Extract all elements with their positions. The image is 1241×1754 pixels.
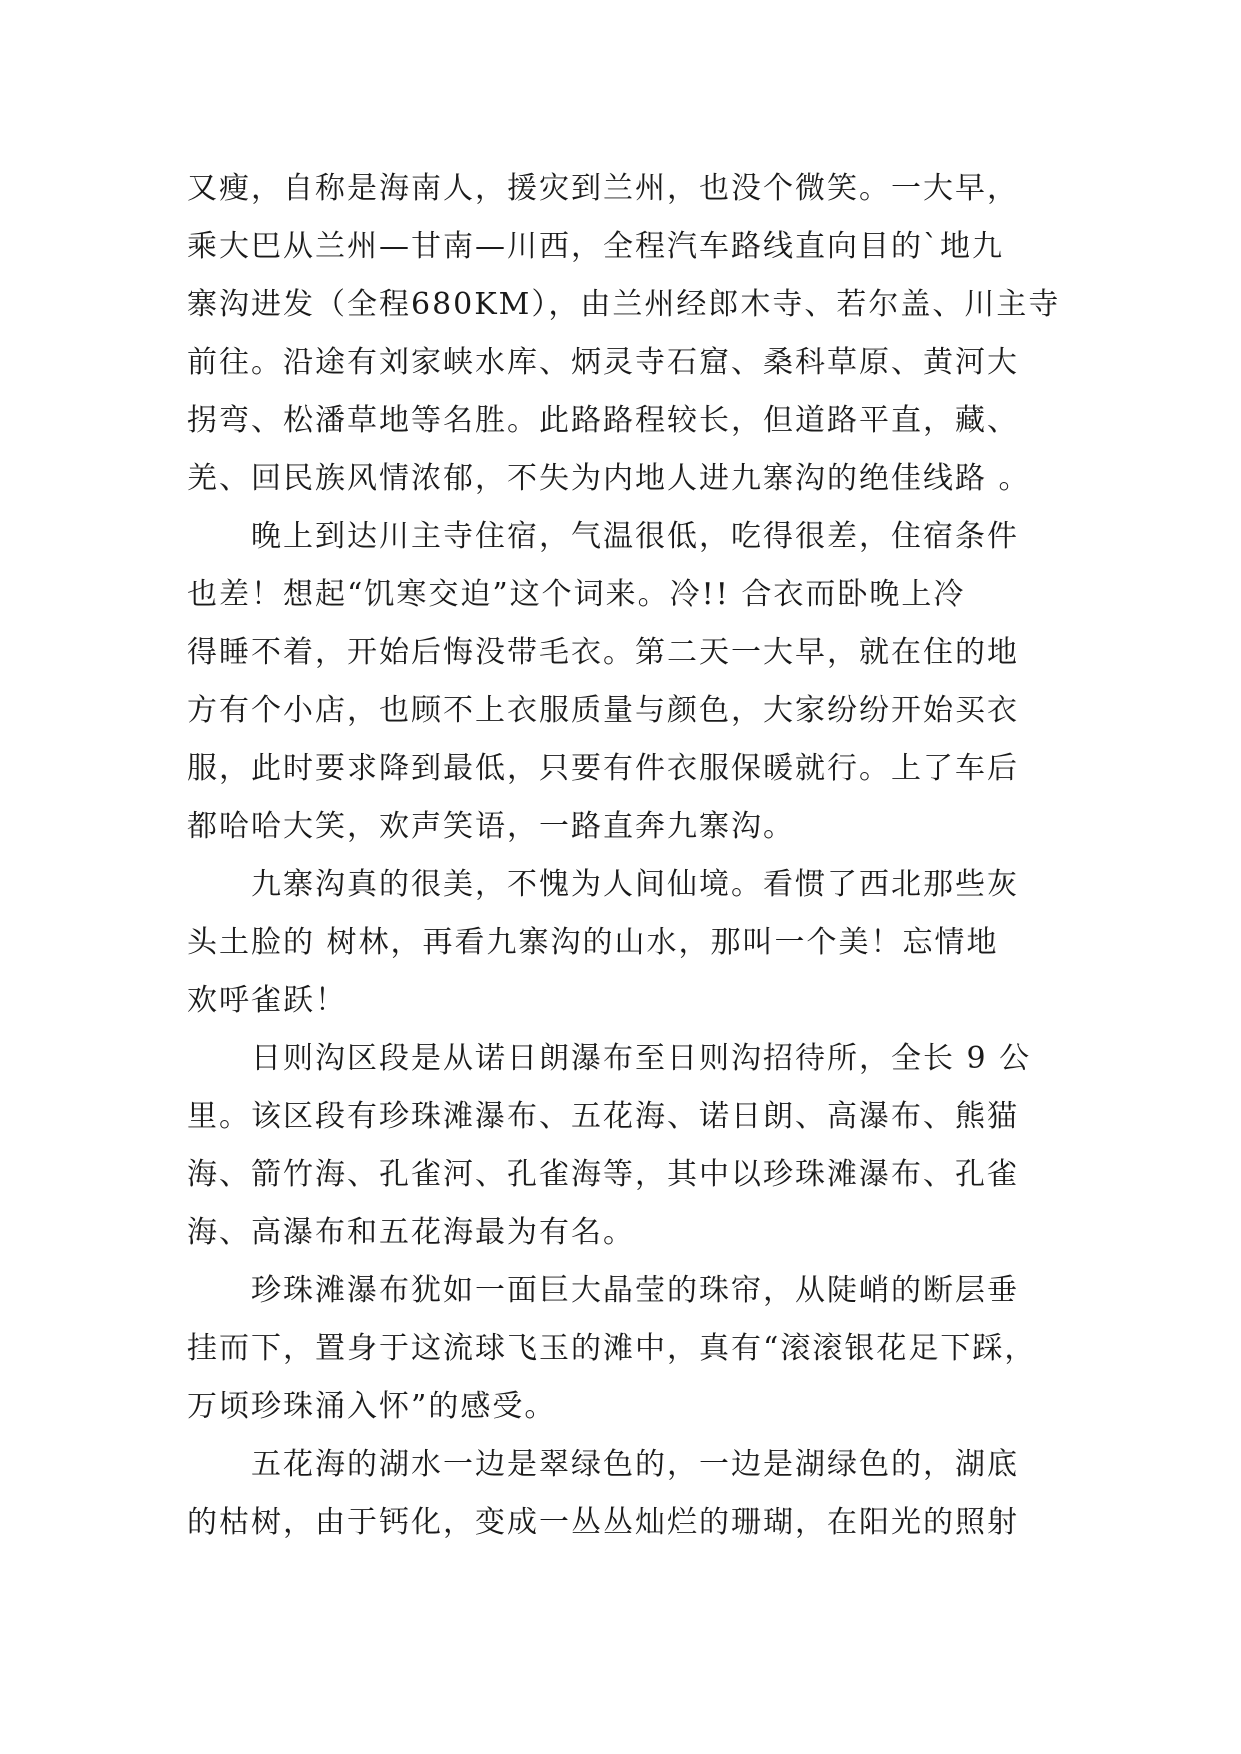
- text-line: 珍珠滩瀑布犹如一面巨大晶莹的珠帘，从陡峭的断层垂: [251, 1273, 1019, 1308]
- text-line: 里。该区段有珍珠滩瀑布、五花海、诺日朗、高瀑布、熊猫: [187, 1099, 1019, 1134]
- paragraph: [187, 160, 1061, 508]
- text-line: 头土脸的 树林，再看九寨沟的山水，那叫一个美！忘情地: [187, 925, 999, 960]
- text-line: 海、箭竹海、孔雀河、孔雀海等，其中以珍珠滩瀑布、孔雀: [187, 1157, 1019, 1192]
- text-line: 前往。沿途有刘家峡水库、炳灵寺石窟、桑科草原、黄河大: [187, 345, 1019, 380]
- paragraph: [187, 856, 1057, 1030]
- paragraph: [187, 1436, 1057, 1552]
- text-line: 方有个小店，也顾不上衣服质量与颜色，大家纷纷开始买衣: [187, 693, 1019, 728]
- text-line: 万顷珍珠涌入怀”的感受。: [187, 1389, 557, 1424]
- text-line: 乘大巴从兰州—甘南—川西，全程汽车路线直向目的`地九: [187, 229, 1004, 264]
- text-line: 九寨沟真的很美，不愧为人间仙境。看惯了西北那些灰: [251, 867, 1019, 902]
- text-line: 都哈哈大笑，欢声笑语，一路直奔九寨沟。: [187, 809, 795, 844]
- text-line: 挂而下，置身于这流球飞玉的滩中，真有“滚滚银花足下踩，: [187, 1331, 1037, 1366]
- text-line: 也差！想起“饥寒交迫”这个词来。冷!! 合衣而卧晚上冷: [187, 577, 966, 612]
- paragraph: [187, 1030, 1057, 1262]
- text-line: 海、高瀑布和五花海最为有名。: [187, 1215, 635, 1250]
- text-line: 得睡不着，开始后悔没带毛衣。第二天一大早，就在住的地: [187, 635, 1019, 670]
- text-line: 日则沟区段是从诺日朗瀑布至日则沟招待所，全长 9 公: [251, 1041, 1032, 1076]
- text-line: 五花海的湖水一边是翠绿色的，一边是湖绿色的，湖底: [251, 1447, 1019, 1482]
- text-line: 欢呼雀跃！: [187, 983, 347, 1018]
- text-line: 的枯树，由于钙化，变成一丛丛灿烂的珊瑚，在阳光的照射: [187, 1505, 1019, 1540]
- text-line: 晚上到达川主寺住宿，气温很低，吃得很差，住宿条件: [251, 519, 1019, 554]
- paragraph: [187, 1262, 1057, 1436]
- text-line: 羌、回民族风情浓郁，不失为内地人进九寨沟的绝佳线路 。: [187, 461, 1031, 496]
- text-line: 拐弯、松潘草地等名胜。此路路程较长，但道路平直，藏、: [187, 403, 1019, 438]
- text-line: 寨沟进发（全程680KM），由兰州经郎木寺、若尔盖、川主寺: [187, 287, 1061, 322]
- text-line: 服，此时要求降到最低，只要有件衣服保暖就行。上了车后: [187, 751, 1019, 786]
- paragraph: [187, 508, 1057, 856]
- document-body: [187, 160, 1061, 1552]
- text-line: 又瘦，自称是海南人，援灾到兰州，也没个微笑。一大早，: [187, 171, 1019, 206]
